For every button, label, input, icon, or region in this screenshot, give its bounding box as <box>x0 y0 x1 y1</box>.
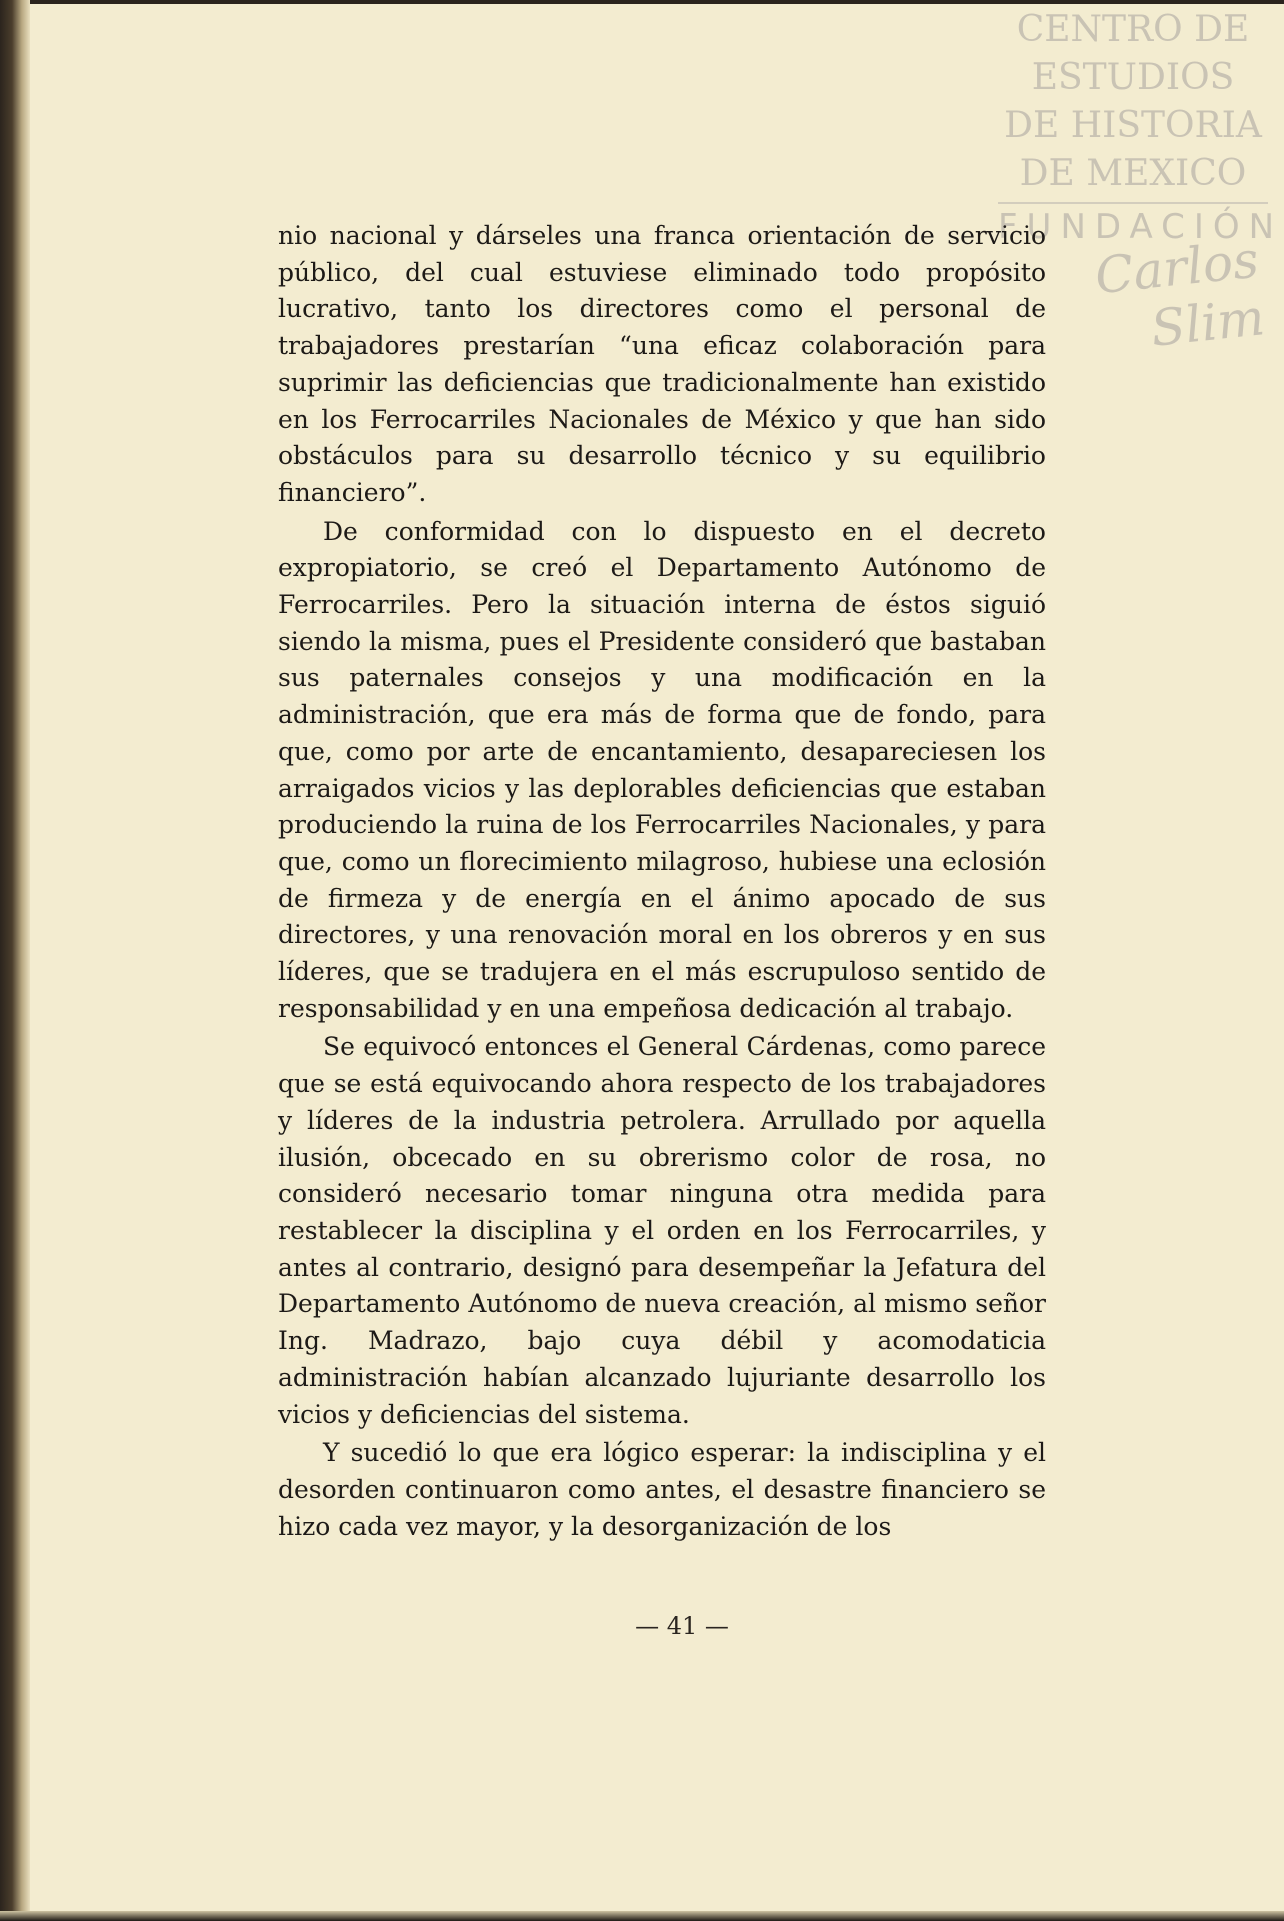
watermark-line-4: DE MEXICO <box>1019 153 1247 194</box>
paragraph-4: Y sucedió lo que era lógico esperar: la indisciplina y el desorden continuaron como antes, el desastre financiero se hizo cada vez mayor, y la desorganización de los <box>278 1438 1046 1541</box>
watermark-line-3: DE HISTORIA <box>1004 105 1262 146</box>
watermark-divider <box>998 202 1268 204</box>
watermark-line-2: ESTUDIOS <box>1031 57 1235 98</box>
paragraph-1: nio nacional y dárseles una franca orientación de servicio público, del cual estuviese eliminado todo propósito lucrativo, tanto los directores como el personal de trabajadores prestarían “una eficaz colaboración para suprimir las deficiencias que tradicionalmente han existido en los Ferrocarriles Nacionales de México y que han sido obstáculos para su desarrollo técnico y su equilibrio financiero”. <box>278 221 1046 507</box>
page-bottom-edge <box>0 1911 1284 1921</box>
page-top-edge <box>0 0 1284 4</box>
watermark-signature: Carlos Slim <box>1092 230 1268 358</box>
body-text <box>278 218 1046 1547</box>
page-number: — 41 — <box>635 1612 729 1640</box>
paragraph-2: De conformidad con lo dispuesto en el decreto expropiatorio, se creó el Departamento Autónomo de Ferrocarriles. Pero la situación interna de éstos siguió siendo la misma, pues el Presidente consideró que bastaban sus paternales consejos y una modificación en la administración, que era más de forma que de fondo, para que, como por arte de encantamiento, desapareciesen los arraigados vicios y las deplorables deficiencias que estaban produciendo la ruina de los Ferrocarriles Nacionales, y para que, como un florecimiento milagroso, hubiese una eclosión de firmeza y de energía en el ánimo apocado de sus directores, y una renovación moral en los obreros y en sus líderes, que se tradujera en el más escrupuloso sentido de responsabilidad y en una empeñosa dedicación al trabajo. <box>278 516 1046 1023</box>
paragraph-3: Se equivocó entonces el General Cárdenas, como parece que se está equivocando ahora respecto de los trabajadores y líderes de la industria petrolera. Arrullado por aquella ilusión, obcecado en su obrerismo color de rosa, no consideró necesario tomar ninguna otra medida para restablecer la disciplina y el orden en los Ferrocarriles, y antes al contrario, designó para desempeñar la Jefatura del Departamento Autónomo de nueva creación, al mismo señor Ing. Madrazo, bajo cuya débil y acomodaticia administración habían alcanzado lujuriante desarrollo los vicios y deficiencias del sistema. <box>278 1032 1046 1429</box>
watermark-foundation: FUNDACIÓN <box>998 207 1284 247</box>
watermark-line-1: CENTRO DE <box>1016 9 1250 50</box>
